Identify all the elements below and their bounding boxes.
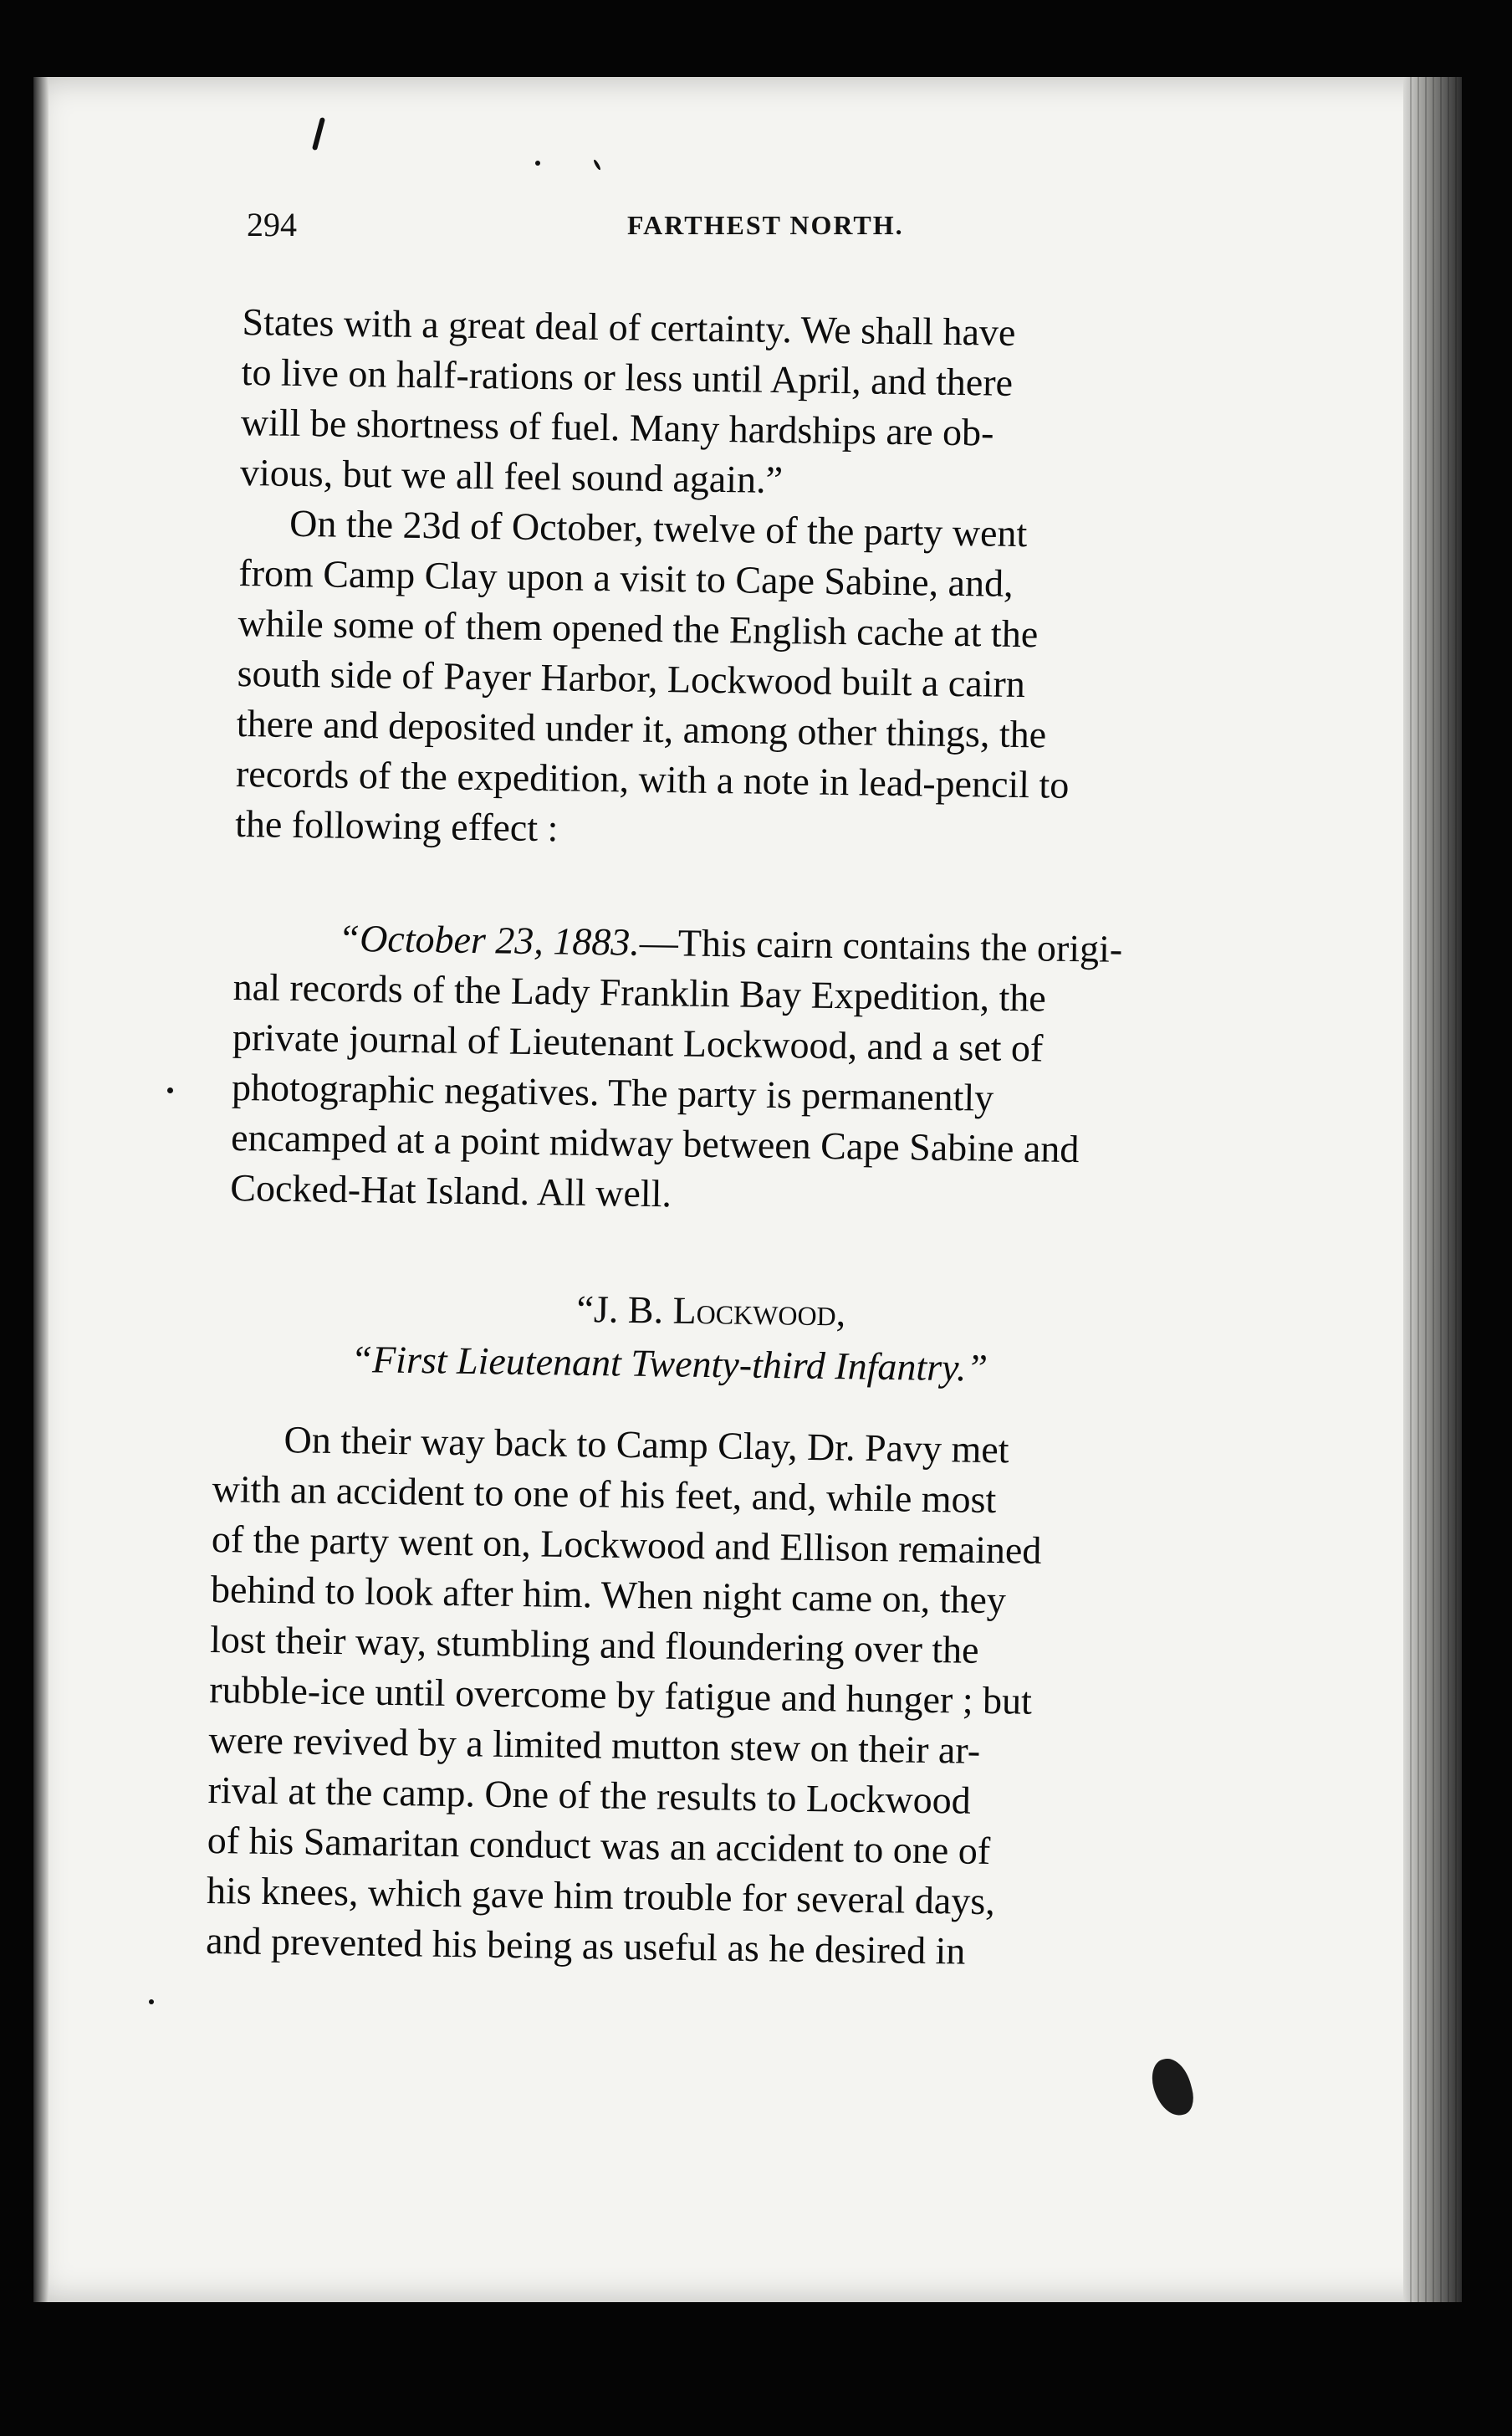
gutter-texture <box>1410 77 1457 2302</box>
text-line: to live on half-rations or less until April, and there <box>241 350 1014 404</box>
text-line: there and deposited under it, among other things, the <box>236 701 1047 756</box>
ink-speck <box>149 1999 154 2004</box>
paragraph-1 <box>235 297 1321 864</box>
text-line: will be shortness of fuel. Many hardships are ob- <box>240 400 994 454</box>
text-line: his knees, which gave him trouble for several days, <box>206 1868 996 1923</box>
text-line: behind to look after him. When night came on, they <box>210 1567 1007 1622</box>
running-head <box>247 205 1334 255</box>
signature-rank <box>350 1334 988 1394</box>
signature-name-text: “J. B. Lockwood, <box>576 1287 846 1334</box>
text-line: vious, but we all feel sound again.” <box>239 450 784 502</box>
text-line: rubble-ice until overcome by fatigue and hunger ; but <box>209 1667 1033 1722</box>
ink-speck <box>167 1088 173 1093</box>
text-line: photographic negatives. The party is permanently <box>231 1065 994 1119</box>
paragraph-2 <box>206 1414 1292 1981</box>
text-line: records of the expedition, with a note in lead-pencil to <box>235 751 1070 806</box>
running-title: FARTHEST NORTH. <box>627 210 904 240</box>
text-line: and prevented his being as useful as he desired in <box>205 1918 966 1973</box>
text-line: On their way back to Camp Clay, Dr. Pavy met <box>284 1418 1009 1471</box>
signature-rank-text: “First Lieutenant Twenty-third Infantry.” <box>350 1337 988 1389</box>
page-gutter <box>1403 77 1462 2302</box>
text-line: while some of them opened the English cache at the <box>238 601 1039 656</box>
text-line: nal records of the Lady Franklin Bay Expedition, the <box>232 965 1047 1020</box>
quoted-note <box>230 912 1313 1228</box>
text-line: of the party went on, Lockwood and Ellison remained <box>211 1517 1042 1572</box>
text-line: Cocked-Hat Island. All well. <box>230 1165 672 1215</box>
signature-name <box>576 1284 846 1338</box>
text-line: rival at the camp. One of the results to Lockwood <box>207 1768 972 1822</box>
text-line: from Camp Clay upon a visit to Cape Sabine, and, <box>238 550 1014 605</box>
page-number: 294 <box>247 206 297 243</box>
text-line: On the 23d of October, twelve of the party went <box>289 501 1028 555</box>
text-line: with an accident to one of his feet, and, while most <box>212 1466 997 1522</box>
note-date: “October 23, 1883. <box>338 916 641 964</box>
text-line: south side of Payer Harbor, Lockwood built a cairn <box>237 651 1026 706</box>
text-line: of his Samaritan conduct was an accident to one of <box>207 1818 991 1873</box>
text-line: States with a great deal of certainty. We shall have <box>242 299 1016 354</box>
text-line: were revived by a limited mutton stew on their ar- <box>208 1717 981 1772</box>
text-line: private journal of Lieutenant Lockwood, and a set of <box>232 1015 1044 1070</box>
page-left-edge <box>33 77 49 2302</box>
ink-speck <box>535 161 540 166</box>
text-line: the following effect : <box>234 801 559 850</box>
text-line: encamped at a point midway between Cape Sabine and <box>230 1115 1080 1171</box>
text-line: lost their way, stumbling and floundering over the <box>209 1617 979 1671</box>
note-first-line-text: —This cairn contains the origi- <box>639 920 1123 970</box>
